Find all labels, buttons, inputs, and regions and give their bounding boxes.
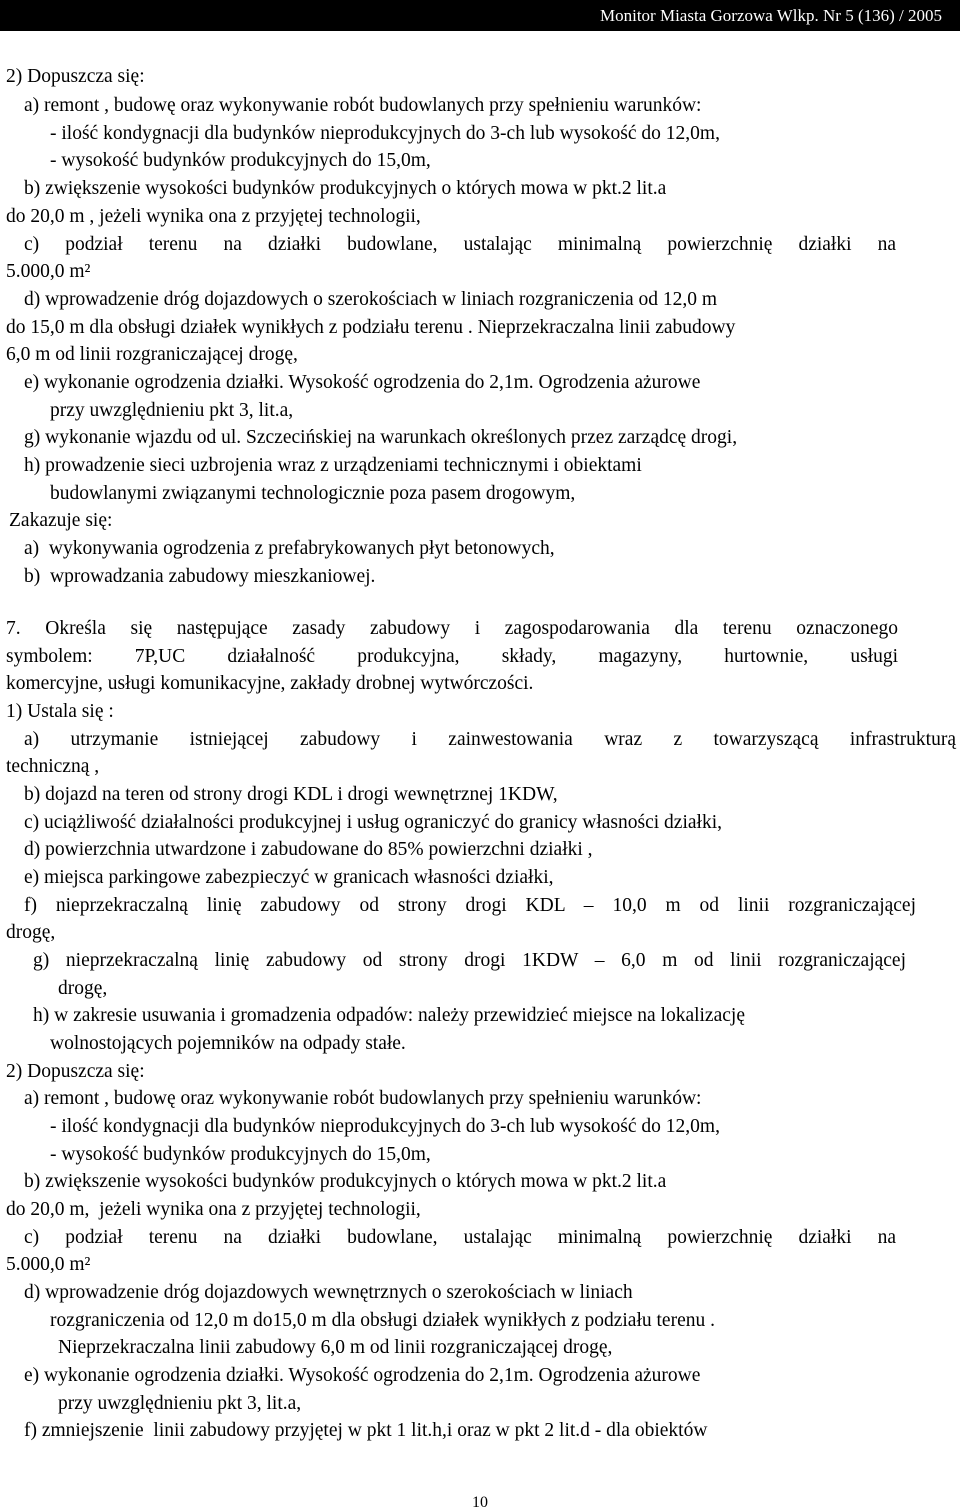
page-number: 10: [472, 1494, 488, 1511]
text-line: 6,0 m od linii rozgraniczającej drogę,: [6, 344, 298, 365]
text-line: 2) Dopuszcza się:: [6, 1061, 145, 1082]
text-line: d) powierzchnia utwardzone i zabudowane do 85% powierzchni działki ,: [24, 839, 593, 860]
text-line: 2) Dopuszcza się:: [6, 66, 145, 87]
page-header: Monitor Miasta Gorzowa Wlkp. Nr 5 (136) / 2005: [0, 0, 960, 31]
text-line: budowlanymi związanymi technologicznie poza pasem drogowym,: [50, 483, 576, 504]
text-line: do 20,0 m , jeżeli wynika ona z przyjętej technologii,: [6, 206, 421, 227]
text-line: - wysokość budynków produkcyjnych do 15,0m,: [50, 150, 431, 171]
text-line: a) wykonywania ogrodzenia z prefabrykowanych płyt betonowych,: [24, 538, 555, 559]
text-line: - wysokość budynków produkcyjnych do 15,0m,: [50, 1144, 431, 1165]
text-line: g) nieprzekraczalną linię zabudowy od strony drogi 1KDW – 6,0 m od linii rozgraniczającej: [33, 950, 906, 971]
text-line: techniczną ,: [6, 756, 100, 777]
text-line: symbolem: 7P,UC działalność produkcyjna, składy, magazyny, hurtownie, usługi: [6, 646, 898, 667]
text-line: c) podział terenu na działki budowlane, ustalając minimalną powierzchnię działki na: [24, 1227, 896, 1248]
text-line: drogę,: [58, 978, 108, 999]
text-line: 7. Określa się następujące zasady zabudowy i zagospodarowania dla terenu oznaczonego: [6, 618, 898, 639]
text-line: 5.000,0 m²: [6, 1254, 91, 1275]
text-line: przy uwzględnieniu pkt 3, lit.a,: [58, 1393, 302, 1414]
text-line: b) zwiększenie wysokości budynków produkcyjnych o których mowa w pkt.2 lit.a: [24, 1171, 667, 1192]
text-line: drogę,: [6, 922, 56, 943]
text-line: b) dojazd na teren od strony drogi KDL i drogi wewnętrznej 1KDW,: [24, 784, 558, 805]
text-line: h) w zakresie usuwania i gromadzenia odpadów: należy przewidzieć miejsce na lokalizację: [33, 1005, 745, 1026]
text-line: c) podział terenu na działki budowlane, ustalając minimalną powierzchnię działki na: [24, 234, 896, 255]
text-line: komercyjne, usługi komunikacyjne, zakłady drobnej wytwórczości.: [6, 673, 534, 694]
text-line: d) wprowadzenie dróg dojazdowych o szerokościach w liniach rozgraniczenia od 12,0 m: [24, 289, 718, 310]
text-line: a) remont , budowę oraz wykonywanie robót budowlanych przy spełnieniu warunków:: [24, 95, 702, 116]
text-line: e) wykonanie ogrodzenia działki. Wysokość ogrodzenia do 2,1m. Ogrodzenia ażurowe: [24, 1365, 701, 1386]
text-line: a) remont , budowę oraz wykonywanie robót budowlanych przy spełnieniu warunków:: [24, 1088, 702, 1109]
text-line: Nieprzekraczalna linii zabudowy 6,0 m od linii rozgraniczającej drogę,: [58, 1337, 613, 1358]
text-line: rozgraniczenia od 12,0 m do15,0 m dla obsługi działek wynikłych z podziału terenu .: [50, 1310, 715, 1331]
text-line: przy uwzględnieniu pkt 3, lit.a,: [50, 400, 294, 421]
text-line: f) zmniejszenie linii zabudowy przyjętej w pkt 1 lit.h,i oraz w pkt 2 lit.d - dla obiektów: [24, 1420, 708, 1441]
text-line: 1) Ustala się :: [6, 701, 114, 722]
text-line: - ilość kondygnacji dla budynków nieprodukcyjnych do 3-ch lub wysokość do 12,0m,: [50, 123, 720, 144]
text-line: e) miejsca parkingowe zabezpieczyć w granicach własności działki,: [24, 867, 554, 888]
text-line: b) zwiększenie wysokości budynków produkcyjnych o których mowa w pkt.2 lit.a: [24, 178, 667, 199]
text-line: e) wykonanie ogrodzenia działki. Wysokość ogrodzenia do 2,1m. Ogrodzenia ażurowe: [24, 372, 701, 393]
text-line: - ilość kondygnacji dla budynków nieprodukcyjnych do 3-ch lub wysokość do 12,0m,: [50, 1116, 720, 1137]
text-line: 5.000,0 m²: [6, 261, 91, 282]
text-line: c) uciążliwość działalności produkcyjnej i usług ograniczyć do granicy własności działki,: [24, 812, 722, 833]
text-line: wolnostojących pojemników na odpady stałe.: [50, 1033, 406, 1054]
text-line: h) prowadzenie sieci uzbrojenia wraz z urządzeniami technicznymi i obiektami: [24, 455, 642, 476]
text-line: do 20,0 m, jeżeli wynika ona z przyjętej technologii,: [6, 1199, 421, 1220]
text-line: Zakazuje się:: [9, 510, 113, 531]
text-line: g) wykonanie wjazdu od ul. Szczecińskiej na warunkach określonych przez zarządcę drogi,: [24, 427, 738, 448]
text-line: f) nieprzekraczalną linię zabudowy od strony drogi KDL – 10,0 m od linii rozgraniczającej: [24, 895, 916, 916]
text-line: b) wprowadzania zabudowy mieszkaniowej.: [24, 566, 376, 587]
text-line: a) utrzymanie istniejącej zabudowy i zainwestowania wraz z towarzyszącą infrastrukturą: [24, 729, 956, 750]
text-line: do 15,0 m dla obsługi działek wynikłych z podziału terenu . Nieprzekraczalna linii zabudowy: [6, 317, 736, 338]
text-line: d) wprowadzenie dróg dojazdowych wewnętrznych o szerokościach w liniach: [24, 1282, 633, 1303]
